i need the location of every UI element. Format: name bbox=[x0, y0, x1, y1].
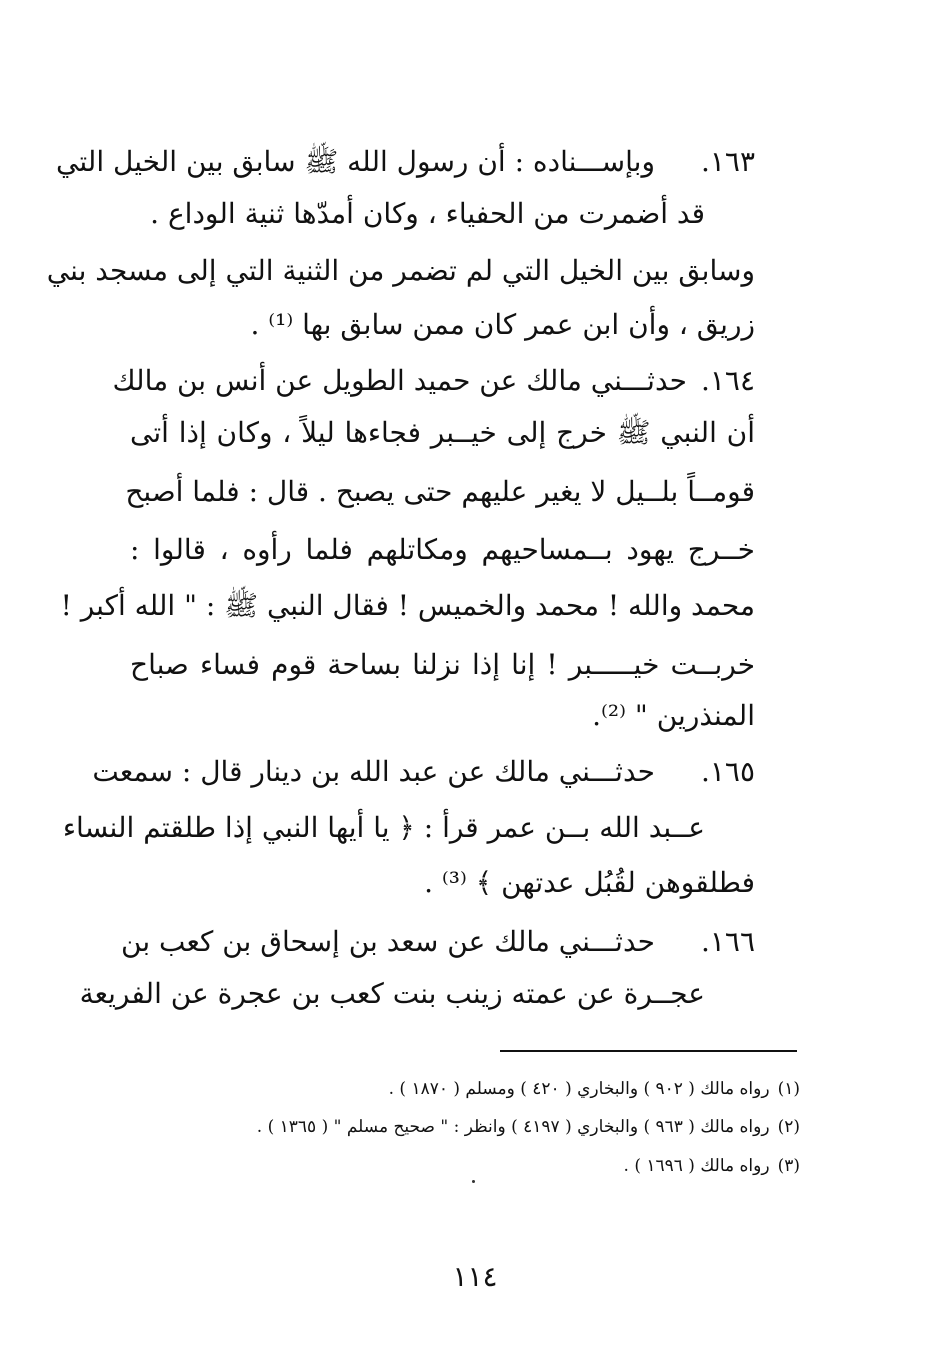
footnote-1 bbox=[150, 1072, 800, 1106]
hadith-164-line-5: محمد والله ! محمد والخميس ! فقال النبي ﷺ : " الله أكبر ! bbox=[60, 589, 755, 622]
footnote-text: رواه مالك ( ١٦٩٦ ) . bbox=[623, 1156, 770, 1176]
hadith-number: ١٦٦. bbox=[700, 925, 755, 958]
footnote-2 bbox=[150, 1110, 800, 1144]
hadith-text: وبإســـناده : أن رسول الله ﷺ سابق بين الخيل التي bbox=[56, 145, 655, 178]
footnote-mark: (١) bbox=[777, 1079, 800, 1099]
hadith-text: حدثـــني مالك عن عبد الله بن دينار قال : سمعت bbox=[92, 755, 655, 788]
hadith-164-line-4: خــرج يهود بــمساحيهم ومكاتلهم فلما رأوه ، قالوا : bbox=[130, 533, 755, 566]
hadith-text: حدثـــني مالك عن سعد بن إسحاق بن كعب بن bbox=[121, 925, 655, 958]
hadith-text: حدثـــني مالك عن حميد الطويل عن أنس بن مالك bbox=[112, 364, 687, 397]
page-number: ١١٤ bbox=[452, 1260, 498, 1293]
footnote-text: رواه مالك ( ٩٦٣ ) والبخاري ( ٤١٩٧ ) وانظر : " صحيح مسلم " ( ١٣٦٥ ) . bbox=[256, 1117, 770, 1137]
footnote-3 bbox=[150, 1149, 800, 1183]
hadith-163-line-4: زريق ، وأن ابن عمر كان ممن سابق بها ⁽¹⁾ . bbox=[250, 308, 755, 341]
hadith-164-line-7: المنذرين " ⁽²⁾. bbox=[592, 699, 755, 732]
hadith-164-line-2: أن النبي ﷺ خرج إلى خيــبر فجاءها ليلاً ، وكان إذا أتى bbox=[130, 416, 755, 449]
footnote-separator bbox=[500, 1050, 797, 1052]
hadith-number: ١٦٣. bbox=[700, 145, 755, 178]
footnote-mark: (٢) bbox=[777, 1117, 800, 1137]
hadith-164-line-6: خربــت خيـــــبر ! إنا إذا نزلنا بساحة قوم فساء صباح bbox=[130, 648, 755, 681]
hadith-163-line-3: وسابق بين الخيل التي لم تضمر من الثنية التي إلى مسجد بني bbox=[46, 254, 755, 287]
hadith-165-line-2: عــبد الله بــن عمر قرأ : ﴿ يا أيها النبي إذا طلقتم النساء bbox=[62, 811, 705, 844]
hadith-number: ١٦٥. bbox=[700, 755, 755, 788]
hadith-165-line-3: فطلقوهن لقُبُل عدتهن ﴾ ⁽³⁾ . bbox=[424, 866, 755, 899]
hadith-166-line-2: عجــرة عن عمته زينب بنت كعب بن عجرة عن الفريعة bbox=[79, 977, 705, 1010]
footnote-mark: (٣) bbox=[777, 1156, 800, 1176]
hadith-number: ١٦٤. bbox=[700, 364, 755, 397]
hadith-163-line-2: قد أضمرت من الحفياء ، وكان أمدّها ثنية الوداع . bbox=[150, 197, 705, 230]
hadith-163-line-1 bbox=[56, 134, 755, 190]
hadith-164-line-3: قومــاً بلــيل لا يغير عليهم حتى يصبح . قال : فلما أصبح bbox=[125, 475, 755, 508]
hadith-165-line-1 bbox=[92, 744, 755, 800]
hadith-164-line-1 bbox=[112, 353, 755, 409]
hadith-166-line-1 bbox=[121, 914, 755, 970]
footnote-text: رواه مالك ( ٩٠٢ ) والبخاري ( ٤٢٠ ) ومسلم ( ١٨٧٠ ) . bbox=[388, 1079, 770, 1099]
print-speck bbox=[472, 1180, 475, 1183]
